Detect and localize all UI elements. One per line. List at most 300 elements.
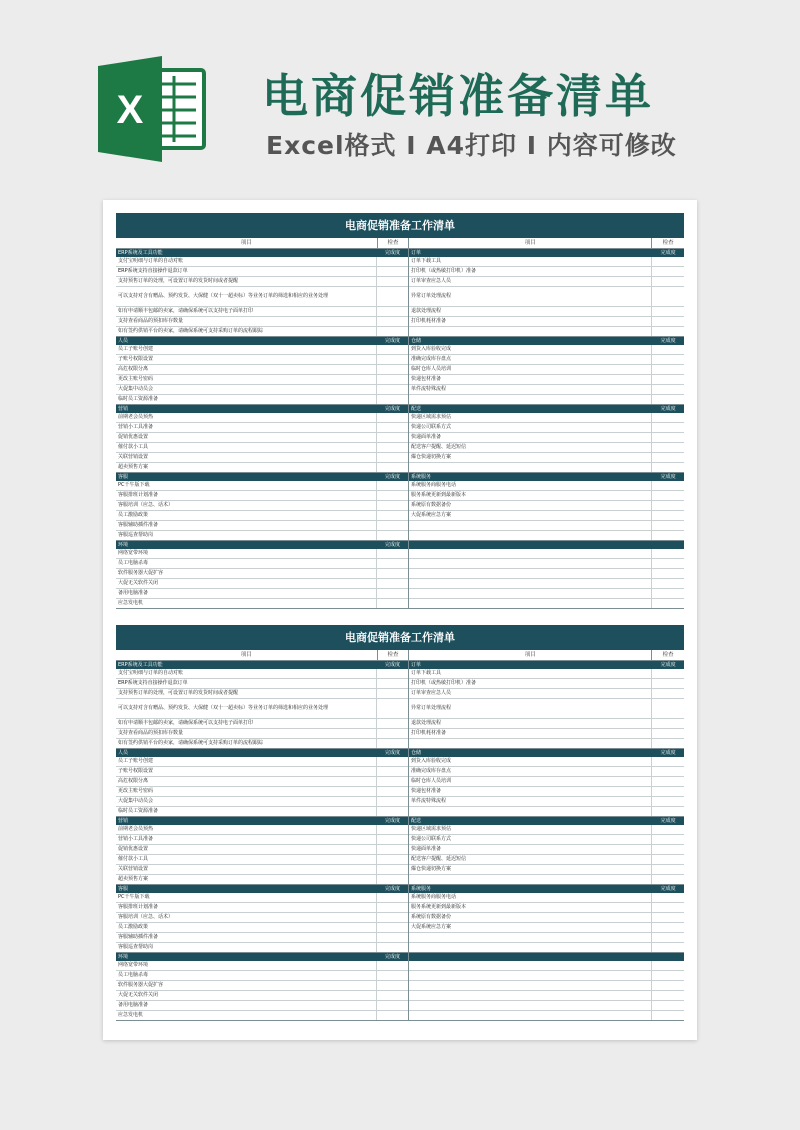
checklist-row xyxy=(116,923,408,933)
check-cell[interactable] xyxy=(377,345,408,354)
check-cell[interactable] xyxy=(652,481,684,490)
section-status-label: 完成度 xyxy=(660,886,676,892)
section-left-column xyxy=(116,953,409,1020)
section-name: 仓储 xyxy=(411,338,422,344)
check-cell[interactable] xyxy=(652,375,684,384)
check-cell[interactable] xyxy=(652,961,684,970)
item-text: 备用电脑准备 xyxy=(116,589,377,598)
check-cell[interactable] xyxy=(652,355,684,364)
checklist-row xyxy=(116,453,408,463)
item-text: 支付宝明细与订单的自动对账 xyxy=(116,669,377,678)
checklist-row xyxy=(116,865,408,875)
section-status-label: 完成度 xyxy=(660,474,676,480)
check-cell[interactable] xyxy=(377,317,408,326)
check-cell[interactable] xyxy=(377,569,408,578)
checklist-row xyxy=(116,443,408,453)
check-cell[interactable] xyxy=(377,875,408,884)
check-cell[interactable] xyxy=(377,385,408,394)
item-text xyxy=(409,943,652,952)
check-cell[interactable] xyxy=(652,569,684,578)
section-status-label: 完成度 xyxy=(385,750,401,756)
item-text: 催付款小工具 xyxy=(116,443,377,452)
check-cell[interactable] xyxy=(652,267,684,276)
check-cell[interactable] xyxy=(652,395,684,404)
item-text: 打印机（或热敏打印机）准备 xyxy=(409,679,652,688)
check-cell[interactable] xyxy=(652,501,684,510)
item-text: 异常订单处理流程 xyxy=(409,287,652,306)
check-cell[interactable] xyxy=(652,443,684,452)
item-text xyxy=(409,549,652,558)
check-cell[interactable] xyxy=(652,825,684,834)
section-name: 人员 xyxy=(118,338,129,344)
check-cell[interactable] xyxy=(377,729,408,738)
checklist-row xyxy=(409,559,684,569)
section-status-label: 完成度 xyxy=(660,338,676,344)
check-cell[interactable] xyxy=(377,767,408,776)
checklist-row xyxy=(409,511,684,521)
item-text xyxy=(409,933,652,942)
column-header-check: 检查 xyxy=(662,240,674,246)
item-text: 快递区域需求预估 xyxy=(409,413,652,422)
check-cell[interactable] xyxy=(652,943,684,952)
check-cell[interactable] xyxy=(652,327,684,336)
check-cell[interactable] xyxy=(652,933,684,942)
section-name xyxy=(409,541,652,549)
check-cell[interactable] xyxy=(652,875,684,884)
check-cell[interactable] xyxy=(652,365,684,374)
section-status-label: 完成度 xyxy=(385,474,401,480)
checklist-row xyxy=(409,961,684,971)
check-cell[interactable] xyxy=(377,669,408,678)
check-cell[interactable] xyxy=(652,845,684,854)
check-cell[interactable] xyxy=(652,835,684,844)
check-cell[interactable] xyxy=(377,777,408,786)
check-cell[interactable] xyxy=(377,579,408,588)
check-cell[interactable] xyxy=(652,699,684,718)
check-cell[interactable] xyxy=(377,825,408,834)
item-text xyxy=(409,1001,652,1010)
check-cell[interactable] xyxy=(377,559,408,568)
check-cell[interactable] xyxy=(377,267,408,276)
check-cell[interactable] xyxy=(652,893,684,902)
checklist-row xyxy=(116,599,408,608)
checklist-row xyxy=(116,875,408,884)
item-text: 应急发电机 xyxy=(116,1011,377,1020)
check-cell[interactable] xyxy=(377,787,408,796)
check-cell[interactable] xyxy=(377,981,408,990)
check-cell[interactable] xyxy=(652,521,684,530)
item-text: 系统原有数据备份 xyxy=(409,501,652,510)
item-text: 系统服务商服务电话 xyxy=(409,893,652,902)
check-cell[interactable] xyxy=(652,413,684,422)
item-text: 关联营销设置 xyxy=(116,453,377,462)
check-cell[interactable] xyxy=(377,913,408,922)
item-text: 客服培训（应急、话术） xyxy=(116,913,377,922)
check-cell[interactable] xyxy=(377,365,408,374)
check-cell[interactable] xyxy=(377,355,408,364)
item-text xyxy=(409,961,652,970)
check-cell[interactable] xyxy=(652,531,684,540)
checklist-row xyxy=(116,1001,408,1011)
checklist-row xyxy=(116,501,408,511)
check-cell[interactable] xyxy=(377,287,408,306)
section-name: 环境 xyxy=(118,542,129,548)
check-cell[interactable] xyxy=(377,797,408,806)
check-cell[interactable] xyxy=(377,433,408,442)
item-text xyxy=(409,589,652,598)
check-cell[interactable] xyxy=(652,787,684,796)
section-name: 环境 xyxy=(118,954,129,960)
check-cell[interactable] xyxy=(377,443,408,452)
check-cell[interactable] xyxy=(652,777,684,786)
item-text: 客服培训（应急、话术） xyxy=(116,501,377,510)
check-cell[interactable] xyxy=(377,599,408,608)
check-cell[interactable] xyxy=(652,689,684,698)
check-cell[interactable] xyxy=(652,317,684,326)
checklist-row xyxy=(409,757,684,767)
section-left-column xyxy=(116,817,409,884)
section-right-column xyxy=(409,541,684,608)
checklist-row xyxy=(409,267,684,277)
check-cell[interactable] xyxy=(652,757,684,766)
section-left-column xyxy=(116,405,409,472)
check-cell[interactable] xyxy=(652,423,684,432)
checklist-row xyxy=(116,903,408,913)
checklist-row xyxy=(409,689,684,699)
check-cell[interactable] xyxy=(652,385,684,394)
section-status-label: 完成度 xyxy=(385,250,401,256)
checklist-row xyxy=(116,395,408,404)
checklist-row xyxy=(409,797,684,807)
checklist-row xyxy=(116,855,408,865)
check-cell[interactable] xyxy=(652,865,684,874)
checklist-row xyxy=(409,1001,684,1011)
check-cell[interactable] xyxy=(377,893,408,902)
check-cell[interactable] xyxy=(377,1011,408,1020)
checklist-row xyxy=(409,807,684,816)
check-cell[interactable] xyxy=(652,719,684,728)
checklist-row xyxy=(116,943,408,952)
check-cell[interactable] xyxy=(652,589,684,598)
section-right-column xyxy=(409,885,684,952)
item-text: 支付宝明细与订单的自动对账 xyxy=(116,257,377,266)
check-cell[interactable] xyxy=(652,511,684,520)
item-text: 超卖预售方案 xyxy=(116,875,377,884)
check-cell[interactable] xyxy=(652,345,684,354)
checklist-row xyxy=(409,825,684,835)
section-left-column xyxy=(116,541,409,608)
checklist-row xyxy=(116,845,408,855)
checklist-row xyxy=(409,679,684,689)
check-cell[interactable] xyxy=(377,699,408,718)
check-cell[interactable] xyxy=(377,923,408,932)
checklist-row xyxy=(409,943,684,952)
checklist-section xyxy=(116,337,684,405)
item-text: 服务系统更新到最新版本 xyxy=(409,903,652,912)
item-text: 订单审查应急人员 xyxy=(409,277,652,286)
checklist-sheet-2 xyxy=(116,625,684,1021)
section-status-label: 完成度 xyxy=(385,954,401,960)
sheet-title: 电商促销准备工作清单 xyxy=(116,625,684,650)
item-text: 打印机耗材准备 xyxy=(409,729,652,738)
section-left-column xyxy=(116,337,409,404)
section-header xyxy=(409,473,684,481)
checklist-row xyxy=(116,739,408,748)
check-cell[interactable] xyxy=(377,719,408,728)
check-cell[interactable] xyxy=(377,277,408,286)
item-text: 支持预售订单的处理，可设置订单的发货时间或者提醒 xyxy=(116,277,377,286)
section-status-label: 完成度 xyxy=(385,542,401,548)
check-cell[interactable] xyxy=(652,549,684,558)
check-cell[interactable] xyxy=(652,679,684,688)
check-cell[interactable] xyxy=(377,855,408,864)
checklist-row xyxy=(116,531,408,540)
check-cell[interactable] xyxy=(377,491,408,500)
item-text: 爆仓快递切换方案 xyxy=(409,865,652,874)
section-name: 配送 xyxy=(411,818,422,824)
item-text: 临时仓库人员培训 xyxy=(409,777,652,786)
check-cell[interactable] xyxy=(377,395,408,404)
check-cell[interactable] xyxy=(652,453,684,462)
item-text: 如有申请顺丰包邮的卖家，请确保系统可以支持电子面单打印 xyxy=(116,307,377,316)
check-cell[interactable] xyxy=(652,797,684,806)
checklist-row xyxy=(409,395,684,404)
checklist-row xyxy=(116,689,408,699)
item-text: 高危权限分离 xyxy=(116,777,377,786)
check-cell[interactable] xyxy=(652,579,684,588)
section-header xyxy=(116,337,408,345)
check-cell[interactable] xyxy=(652,277,684,286)
item-text: 客服排班计划准备 xyxy=(116,491,377,500)
check-cell[interactable] xyxy=(652,991,684,1000)
checklist-row xyxy=(116,893,408,903)
item-text: 前期老会员预热 xyxy=(116,413,377,422)
check-cell[interactable] xyxy=(652,903,684,912)
section-right-column xyxy=(409,749,684,816)
checklist-row xyxy=(409,971,684,981)
checklist-row xyxy=(116,569,408,579)
checklist-row xyxy=(409,549,684,559)
section-header xyxy=(116,953,408,961)
section-name xyxy=(409,953,652,961)
item-text: 系统服务商服务电话 xyxy=(409,481,652,490)
item-text: 高危权限分离 xyxy=(116,365,377,374)
check-cell[interactable] xyxy=(377,903,408,912)
check-cell[interactable] xyxy=(652,807,684,816)
checklist-row xyxy=(409,375,684,385)
check-cell[interactable] xyxy=(652,559,684,568)
item-text xyxy=(409,1011,652,1020)
sheet-title: 电商促销准备工作清单 xyxy=(116,213,684,238)
check-cell[interactable] xyxy=(652,971,684,980)
check-cell[interactable] xyxy=(652,739,684,748)
checklist-row xyxy=(116,757,408,767)
check-cell[interactable] xyxy=(377,835,408,844)
check-cell[interactable] xyxy=(652,669,684,678)
checklist-row xyxy=(409,589,684,599)
checklist-row xyxy=(116,913,408,923)
item-text: 员工子账号创建 xyxy=(116,757,377,766)
page-subtitle: Excel格式 I A4打印 I 内容可修改 xyxy=(266,131,677,160)
check-cell[interactable] xyxy=(652,433,684,442)
checklist-row xyxy=(116,835,408,845)
checklist-section xyxy=(116,405,684,473)
item-text: 快递包材准备 xyxy=(409,787,652,796)
item-text: 系统原有数据备份 xyxy=(409,913,652,922)
check-cell[interactable] xyxy=(377,689,408,698)
checklist-row xyxy=(409,855,684,865)
check-cell[interactable] xyxy=(652,729,684,738)
check-cell[interactable] xyxy=(377,679,408,688)
check-cell[interactable] xyxy=(377,589,408,598)
check-cell[interactable] xyxy=(652,463,684,472)
checklist-section xyxy=(116,817,684,885)
checklist-row xyxy=(409,327,684,336)
check-cell[interactable] xyxy=(377,971,408,980)
check-cell[interactable] xyxy=(377,453,408,462)
section-header xyxy=(116,661,408,669)
check-cell[interactable] xyxy=(652,923,684,932)
section-status-label: 完成度 xyxy=(385,406,401,412)
section-left-column xyxy=(116,885,409,952)
check-cell[interactable] xyxy=(652,913,684,922)
item-text: 异常订单处理流程 xyxy=(409,699,652,718)
checklist-row xyxy=(409,913,684,923)
check-cell[interactable] xyxy=(377,327,408,336)
check-cell[interactable] xyxy=(377,865,408,874)
check-cell[interactable] xyxy=(652,1001,684,1010)
checklist-row xyxy=(409,835,684,845)
column-header-row xyxy=(116,238,684,249)
check-cell[interactable] xyxy=(377,807,408,816)
checklist-row xyxy=(409,777,684,787)
checklist-row xyxy=(409,277,684,287)
item-text: 快递公司联系方式 xyxy=(409,835,652,844)
check-cell[interactable] xyxy=(652,287,684,306)
item-text: 催付款小工具 xyxy=(116,855,377,864)
section-right-column xyxy=(409,473,684,540)
checklist-row xyxy=(116,423,408,433)
section-status-label: 完成度 xyxy=(660,662,676,668)
check-cell[interactable] xyxy=(652,307,684,316)
section-right-column xyxy=(409,249,684,336)
check-cell[interactable] xyxy=(377,943,408,952)
check-cell[interactable] xyxy=(377,845,408,854)
item-text: 大促系统应急方案 xyxy=(409,923,652,932)
checklist-row xyxy=(409,729,684,739)
check-cell[interactable] xyxy=(377,511,408,520)
item-text: 支持预售订单的处理，可设置订单的发货时间或者提醒 xyxy=(116,689,377,698)
item-text: 可以支持对含有赠品、预约发货、大保健（双十一超卖标）等业务订单的筛选和相应的业务处理 xyxy=(116,287,377,306)
section-left-column xyxy=(116,661,409,748)
item-text: 大促无关软件关闭 xyxy=(116,579,377,588)
checklist-row xyxy=(409,719,684,729)
check-cell[interactable] xyxy=(652,767,684,776)
check-cell[interactable] xyxy=(377,521,408,530)
item-text: 更改主账号密码 xyxy=(116,375,377,384)
checklist-row xyxy=(116,679,408,689)
check-cell[interactable] xyxy=(652,1011,684,1020)
check-cell[interactable] xyxy=(377,933,408,942)
check-cell[interactable] xyxy=(377,531,408,540)
section-header xyxy=(409,953,684,961)
item-text: 软件服务器大促扩容 xyxy=(116,981,377,990)
item-text: PC千牛版下载 xyxy=(116,893,377,902)
check-cell[interactable] xyxy=(377,307,408,316)
check-cell[interactable] xyxy=(652,855,684,864)
check-cell[interactable] xyxy=(652,491,684,500)
logo-letter: X xyxy=(116,88,144,132)
check-cell[interactable] xyxy=(652,599,684,608)
check-cell[interactable] xyxy=(377,1001,408,1010)
check-cell[interactable] xyxy=(377,961,408,970)
item-text: 如有申请顺丰包邮的卖家，请确保系统可以支持电子面单打印 xyxy=(116,719,377,728)
item-text: 配送客户提醒、延迟短信 xyxy=(409,443,652,452)
check-cell[interactable] xyxy=(377,423,408,432)
checklist-row xyxy=(116,767,408,777)
section-right-column xyxy=(409,405,684,472)
check-cell[interactable] xyxy=(652,257,684,266)
section-status-label: 完成度 xyxy=(660,750,676,756)
check-cell[interactable] xyxy=(377,257,408,266)
section-left-column xyxy=(116,249,409,336)
checklist-row xyxy=(116,961,408,971)
check-cell[interactable] xyxy=(377,413,408,422)
checklist-row xyxy=(116,579,408,589)
item-text xyxy=(409,521,652,530)
checklist-row xyxy=(116,317,408,327)
section-right-column xyxy=(409,817,684,884)
check-cell[interactable] xyxy=(377,757,408,766)
item-text: 准确完成库存盘点 xyxy=(409,355,652,364)
checklist-row xyxy=(409,355,684,365)
check-cell[interactable] xyxy=(377,481,408,490)
item-text: 大促集中动员会 xyxy=(116,385,377,394)
item-text: 临时仓库人员培训 xyxy=(409,365,652,374)
section-header xyxy=(409,249,684,257)
check-cell[interactable] xyxy=(377,463,408,472)
item-text: 客服排班计划准备 xyxy=(116,903,377,912)
check-cell[interactable] xyxy=(377,549,408,558)
checklist-row xyxy=(409,669,684,679)
check-cell[interactable] xyxy=(377,501,408,510)
section-status-label: 完成度 xyxy=(660,818,676,824)
item-text: 快递面单准备 xyxy=(409,433,652,442)
section-name: 订单 xyxy=(411,250,422,256)
check-cell[interactable] xyxy=(652,981,684,990)
checklist-row xyxy=(116,267,408,277)
section-header xyxy=(409,337,684,345)
checklist-row xyxy=(116,385,408,395)
section-right-column xyxy=(409,953,684,1020)
checklist-row xyxy=(116,559,408,569)
checklist-row xyxy=(116,345,408,355)
check-cell[interactable] xyxy=(377,739,408,748)
checklist-section xyxy=(116,473,684,541)
checklist-row xyxy=(116,981,408,991)
item-text: 到货入库验收完成 xyxy=(409,345,652,354)
checklist-row xyxy=(409,481,684,491)
section-header xyxy=(116,473,408,481)
section-name: 客服 xyxy=(118,474,129,480)
checklist-row xyxy=(116,287,408,307)
check-cell[interactable] xyxy=(377,375,408,384)
item-text xyxy=(409,531,652,540)
checklist-row xyxy=(116,277,408,287)
check-cell[interactable] xyxy=(377,991,408,1000)
section-name: 营销 xyxy=(118,818,129,824)
checklist-row xyxy=(409,521,684,531)
